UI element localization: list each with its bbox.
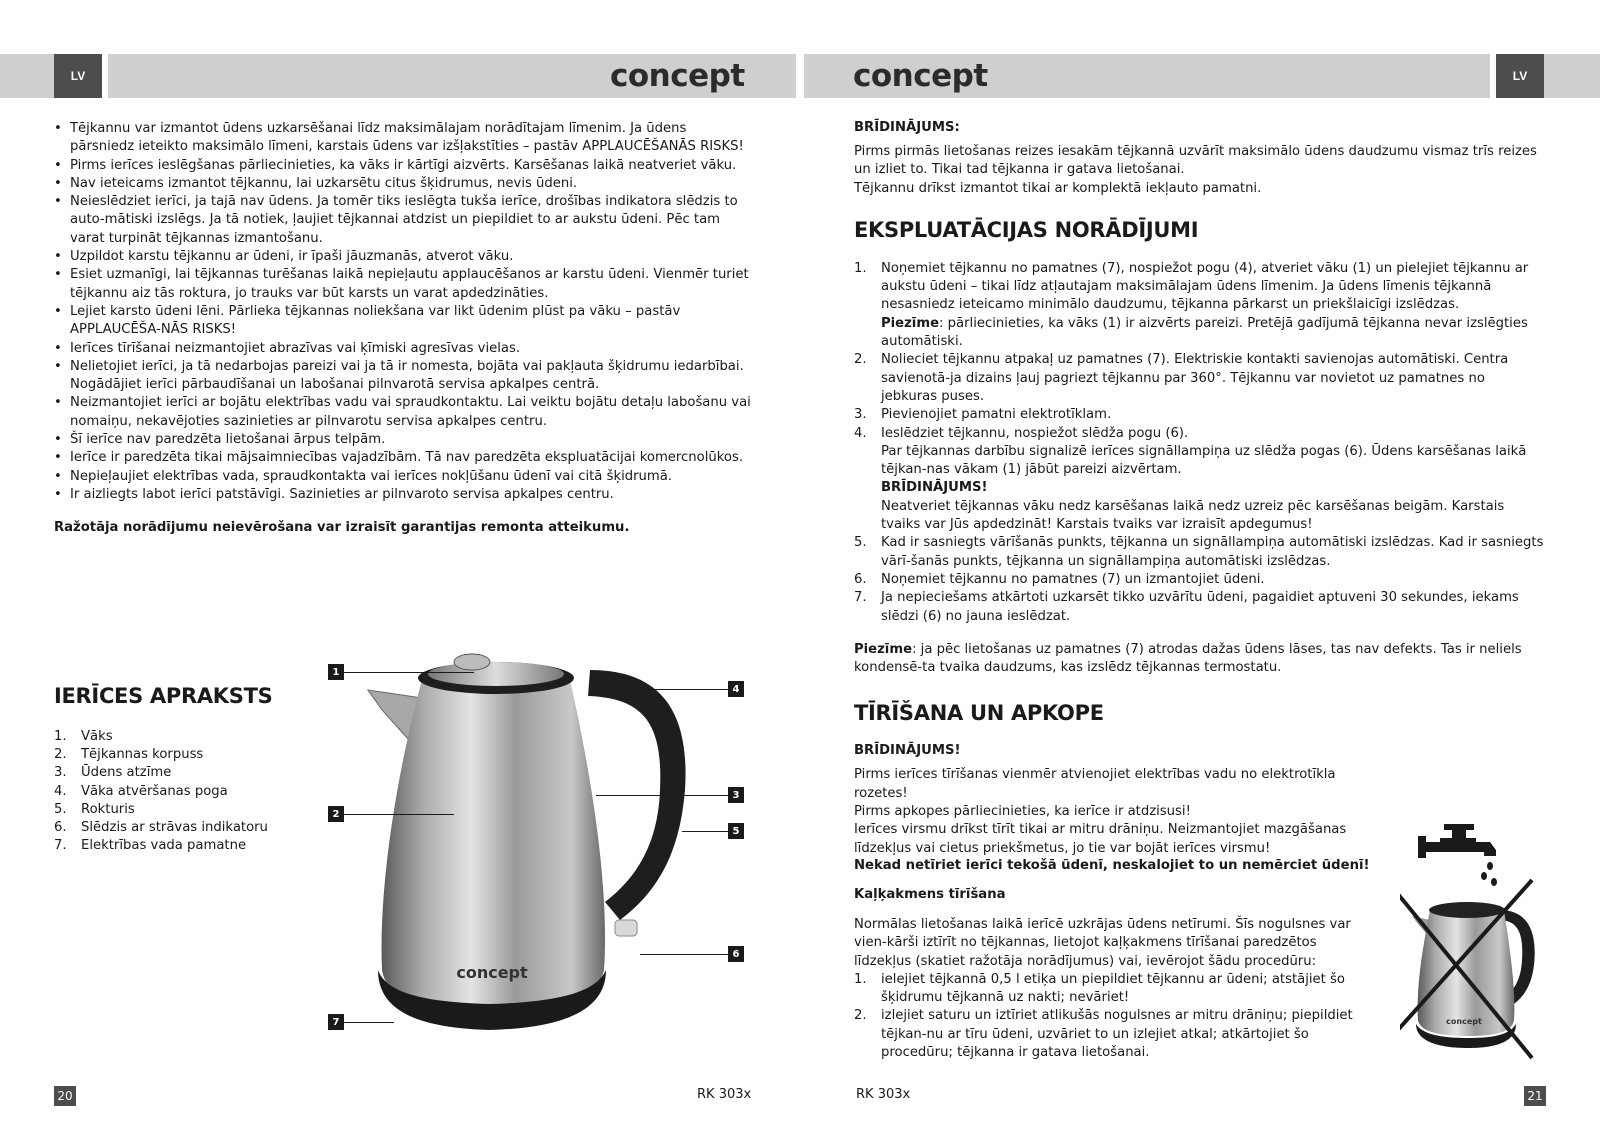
safety-item: • Neizmantojiet ierīci ar bojātu elektrības vadu vai spraudkontaktu. Lai veiktu bojātu detaļu labošanu vai nomaiņu, nekavējoties sazinieties ar pilnvarotu servisa apkalpes centru. bbox=[54, 394, 754, 431]
section-title-operation: EKSPLUATĀCIJAS NORĀDĪJUMI bbox=[854, 217, 1199, 242]
step-text: Noņemiet tējkannu no pamatnes (7), nospiežot pogu (4), atveriet vāku (1) un pielejiet tējkannu ar aukstu ūdeni – tikai līdz atļautajam maksimālajam ūdens līmenim. Ja ūdens līmenis tējkannā nesasniedz ieteicamo minimālo daudzumu, tējkanna pārkarst un priekšlaicīgi izslēdzas. bbox=[881, 260, 1529, 313]
part-item bbox=[54, 837, 268, 855]
callout-line bbox=[640, 954, 728, 955]
step-text: izlejiet saturu un iztīriet atlikušās nogulsnes ar mitru drāniņu; piepildiet tējkan-nu ar tīru ūdeni, uzvāriet to un izlejiet atkal; atkārtojiet šo procedūru; tējkanna ir gatava lietošanai. bbox=[881, 1008, 1353, 1060]
safety-item: • Šī ierīce nav paredzēta lietošanai ārpus telpām. bbox=[54, 431, 754, 449]
part-label: Ūdens atzīme bbox=[81, 765, 172, 781]
part-label: Vāka atvēršanas poga bbox=[81, 783, 228, 799]
part-number: 7. bbox=[54, 838, 67, 854]
callout-line bbox=[682, 831, 728, 832]
descaling-text: Normālas lietošanas laikā ierīcē uzkrājas ūdens netīrumi. Šīs nogulsnes var vien-kārši iztīrīt no tējkannas, lietojot kaļķakmens tīrīšanai paredzētos līdzekļus (skatiet ražotāja norādījumus) vai, ievērojot šādu procedūru: bbox=[854, 916, 1351, 969]
callout-6: 6 bbox=[728, 946, 744, 962]
callout-line bbox=[344, 1022, 394, 1023]
section-title-cleaning: TĪRĪŠANA UN APKOPE bbox=[854, 701, 1104, 726]
descaling-steps bbox=[854, 971, 1374, 1062]
manufacturer-warning: Ražotāja norādījumu neievērošana var izraisīt garantijas remonta atteikumu. bbox=[54, 520, 630, 536]
part-label: Vāks bbox=[81, 729, 113, 744]
warning-title: BRĪDINĀJUMS: bbox=[854, 120, 960, 135]
language-badge-right: LV bbox=[1496, 54, 1544, 98]
safety-item: • Uzpildot karstu tējkannu ar ūdeni, ir īpaši jāuzmanās, atverot vāku. bbox=[54, 248, 754, 266]
cleaning-warning-title: BRĪDINĀJUMS! bbox=[854, 743, 961, 759]
step-text: Pievienojiet pamatni elektrotīklam. bbox=[881, 407, 1112, 423]
step-text: Ieslēdziet tējkannu, nospiežot slēdža pogu (6). bbox=[881, 425, 1189, 441]
callout-1: 1 bbox=[328, 664, 344, 680]
step-number: 3. bbox=[854, 407, 867, 423]
part-number: 4. bbox=[54, 783, 67, 799]
part-item bbox=[54, 764, 268, 782]
safety-item: • Pirms ierīces ieslēgšanas pārliecinieties, ka vāks ir kārtīgi aizvērts. Karsēšanas laikā neatveriet vāku. bbox=[54, 157, 754, 175]
safety-item: • Esiet uzmanīgi, lai tējkannas turēšanas laikā nepieļautu applaucēšanos ar karstu ūdeni. Vienmēr turiet tējkannu aiz tās roktura, jo trauks var būt karsts un varat apdedzināties. bbox=[54, 266, 754, 303]
descaling-title: Kaļķakmens tīrīšana bbox=[854, 886, 1006, 902]
safety-item: • Nepieļaujiet elektrības vada, spraudkontakta vai ierīces nokļūšanu ūdenī vai citā šķidrumā. bbox=[54, 468, 754, 486]
step-number: 2. bbox=[854, 352, 867, 368]
step-number: 1. bbox=[854, 260, 867, 276]
kettle-brand-text: concept bbox=[456, 963, 528, 982]
page-number-right: 21 bbox=[1524, 1086, 1546, 1106]
step-number: 5. bbox=[854, 535, 867, 551]
callout-5: 5 bbox=[728, 823, 744, 839]
part-label: Elektrības vada pamatne bbox=[81, 838, 247, 854]
parts-list bbox=[54, 728, 268, 855]
safety-item: • Ierīces tīrīšanai neizmantojiet abrazīvas vai ķīmiski agresīvas vielas. bbox=[54, 340, 754, 358]
operation-step bbox=[854, 571, 1544, 589]
operation-step bbox=[854, 425, 1544, 535]
condensation-note: Piezīme: ja pēc lietošanas uz pamatnes (7) atrodas dažas ūdens lāses, tas nav defekts. Tas ir neliels kondensē-ta tvaika daudzums, kas izslēdz tējkannas termostatu. bbox=[854, 641, 1522, 676]
part-item bbox=[54, 728, 268, 746]
safety-item: • Tējkannu var izmantot ūdens uzkarsēšanai līdz maksimālajam norādītajam līmenim. Ja ūdens pārsniedz ieteikto maksimālo līmeni, karstais ūdens var izšļakstīties – pastāv APPLAUCĒŠANĀS RISKS! bbox=[54, 120, 754, 157]
descaling-step bbox=[854, 1007, 1374, 1062]
step-warning-title: BRĪDINĀJUMS! bbox=[881, 480, 988, 496]
step-number: 2. bbox=[854, 1008, 867, 1024]
mini-kettle-brand: concept bbox=[1446, 1017, 1482, 1026]
model-number-left: RK 303x bbox=[697, 1087, 752, 1102]
safety-item: • Ierīce ir paredzēta tikai mājsaimniecības vajadzībām. Tā nav paredzēta ekspluatācijai komercnolūkos. bbox=[54, 449, 754, 467]
callout-line bbox=[606, 689, 728, 690]
cleaning-line: Pirms ierīces tīrīšanas vienmēr atvienojiet elektrības vadu no elektrotīkla rozetes! bbox=[854, 767, 1336, 801]
step-number: 4. bbox=[854, 425, 867, 441]
safety-item: • Neieslēdziet ierīci, ja tajā nav ūdens. Ja tomēr tiks ieslēgta tukša ierīce, drošības indikatora slēdzis to auto-mātiski izslēgs. Ja tā notiek, ļaujiet tējkannai atdzist un piepildiet to ar aukstu ūdeni. Pēc tam varat turpināt tējkannas izmantošanu. bbox=[54, 193, 754, 248]
callout-line bbox=[344, 672, 474, 673]
part-number: 2. bbox=[54, 747, 67, 763]
step-text: Noņemiet tējkannu no pamatnes (7) un izmantojiet ūdeni. bbox=[881, 571, 1265, 587]
part-item bbox=[54, 819, 268, 837]
part-item bbox=[54, 801, 268, 819]
part-label: Rokturis bbox=[81, 801, 135, 817]
safety-list bbox=[54, 120, 754, 504]
operation-step bbox=[854, 534, 1544, 571]
step-number: 1. bbox=[854, 971, 867, 987]
operation-step bbox=[854, 260, 1544, 351]
part-label: Tējkannas korpuss bbox=[81, 747, 204, 763]
part-number: 5. bbox=[54, 801, 67, 817]
step-warning: Neatveriet tējkannas vāku nedz karsēšanas laikā nedz uzreiz pēc karsēšanas beigām. Karstais tvaiks var Jūs apdedzināt! Karstais tvaiks var izraisīt apdegumus! bbox=[881, 498, 1505, 533]
step-number: 6. bbox=[854, 571, 867, 587]
safety-item: • Nelietojiet ierīci, ja tā nedarbojas pareizi vai ja tā ir nomesta, bojāta vai pakļauta šķidrumu iedarbībai. Nogādājiet ierīci pārbaudīšanai un labošanai pilnvarotā servisa apkalpes centrā. bbox=[54, 358, 754, 395]
do-not-immerse-illustration bbox=[1400, 820, 1550, 1060]
warning-text: Pirms pirmās lietošanas reizes iesakām tējkannā uzvārīt maksimālo ūdens daudzumu vismaz trīs reizes un izliet to. Tikai tad tējkanna ir gatava lietošanai. bbox=[854, 144, 1537, 178]
safety-item: • Lejiet karsto ūdeni lēni. Pārlieka tējkannas noliekšana var likt ūdenim plūst pa vāku – pastāv APPLAUCĒŠA-NĀS RISKS! bbox=[54, 303, 754, 340]
part-item bbox=[54, 783, 268, 801]
part-number: 3. bbox=[54, 765, 67, 781]
callout-3: 3 bbox=[728, 787, 744, 803]
step-note: Piezīme: pārliecinieties, ka vāks (1) ir aizvērts pareizi. Pretējā gadījumā tējkanna nevar izslēgties automātiski. bbox=[881, 315, 1528, 350]
step-text: Nolieciet tējkannu atpakaļ uz pamatnes (7). Elektriskie kontakti savienojas automātiski. Centra savienotā-ja dizains ļauj pagriezt tējkannu par 360°. Tējkannu var novietot uz pamatnes no jebkuras puses. bbox=[881, 352, 1509, 404]
descaling-step bbox=[854, 971, 1374, 1008]
part-label: Slēdzis ar strāvas indikatoru bbox=[81, 820, 268, 836]
cleaning-bold-warning: Nekad netīriet ierīci tekošā ūdenī, neskalojiet to un nemērciet ūdenī! bbox=[854, 857, 1370, 873]
warning-text-2: Tējkannu drīkst izmantot tikai ar komplektā iekļauto pamatni. bbox=[854, 180, 1262, 196]
operation-step bbox=[854, 351, 1544, 406]
cleaning-line: Pirms apkopes pārliecinieties, ka ierīce ir atdzisusi! bbox=[854, 804, 1191, 820]
step-extra: Par tējkannas darbību signalizē ierīces signāllampiņa uz slēdža pogas (6). Ūdens karsēšanas laikā tējkan-nas vākam (1) jābūt pareizi aizvērtam. bbox=[881, 443, 1527, 478]
part-number: 1. bbox=[54, 729, 67, 744]
page-number-left: 20 bbox=[54, 1086, 76, 1106]
kettle-illustration bbox=[360, 640, 700, 1060]
operation-steps bbox=[854, 260, 1544, 626]
cleaning-text bbox=[854, 766, 1374, 857]
cleaning-line: Ierīces virsmu drīkst tīrīt tikai ar mitru drāniņu. Neizmantojiet mazgāšanas līdzekļus vai cietus priekšmetus, jo tie var bojāt ierīces virsmu! bbox=[854, 822, 1347, 856]
callout-7: 7 bbox=[328, 1014, 344, 1030]
callout-2: 2 bbox=[328, 806, 344, 822]
safety-item: • Nav ieteicams izmantot tējkannu, lai uzkarsētu citus šķidrumus, nevis ūdeni. bbox=[54, 175, 754, 193]
header-gap bbox=[102, 54, 108, 98]
step-text: Ja nepieciešams atkārtoti uzkarsēt tikko uzvārītu ūdeni, pagaidiet aptuveni 30 sekundes, iekams slēdzi (6) no jauna ieslēdzat. bbox=[881, 590, 1519, 624]
part-item bbox=[54, 746, 268, 764]
language-badge-left: LV bbox=[54, 54, 102, 98]
section-title-description: IERĪCES APRAKSTS bbox=[54, 684, 273, 708]
brand-logo-left: concept bbox=[610, 58, 745, 94]
safety-item: • Ir aizliegts labot ierīci patstāvīgi. Sazinieties ar pilnvaroto servisa apkalpes centru. bbox=[54, 486, 754, 504]
callout-line bbox=[344, 814, 454, 815]
callout-4: 4 bbox=[728, 681, 744, 697]
left-page bbox=[54, 120, 754, 535]
operation-step bbox=[854, 406, 1544, 424]
step-text: Kad ir sasniegts vārīšanās punkts, tējkanna un signāllampiņa automātiski izslēdzas. Kad ir sasniegts vārī-šanās punkts, tējkanna un signāllampiņa automātiski izslēdzas. bbox=[881, 535, 1544, 569]
model-number-right: RK 303x bbox=[856, 1087, 911, 1102]
step-number: 7. bbox=[854, 590, 867, 606]
callout-line bbox=[596, 795, 728, 796]
brand-logo-right: concept bbox=[853, 58, 988, 94]
operation-step bbox=[854, 589, 1544, 626]
part-number: 6. bbox=[54, 820, 67, 836]
step-text: ielejiet tējkannā 0,5 l etiķa un piepildiet tējkannu ar ūdeni; atstājiet šo šķidrumu tējkannā uz nakti; nevāriet! bbox=[881, 971, 1345, 1006]
